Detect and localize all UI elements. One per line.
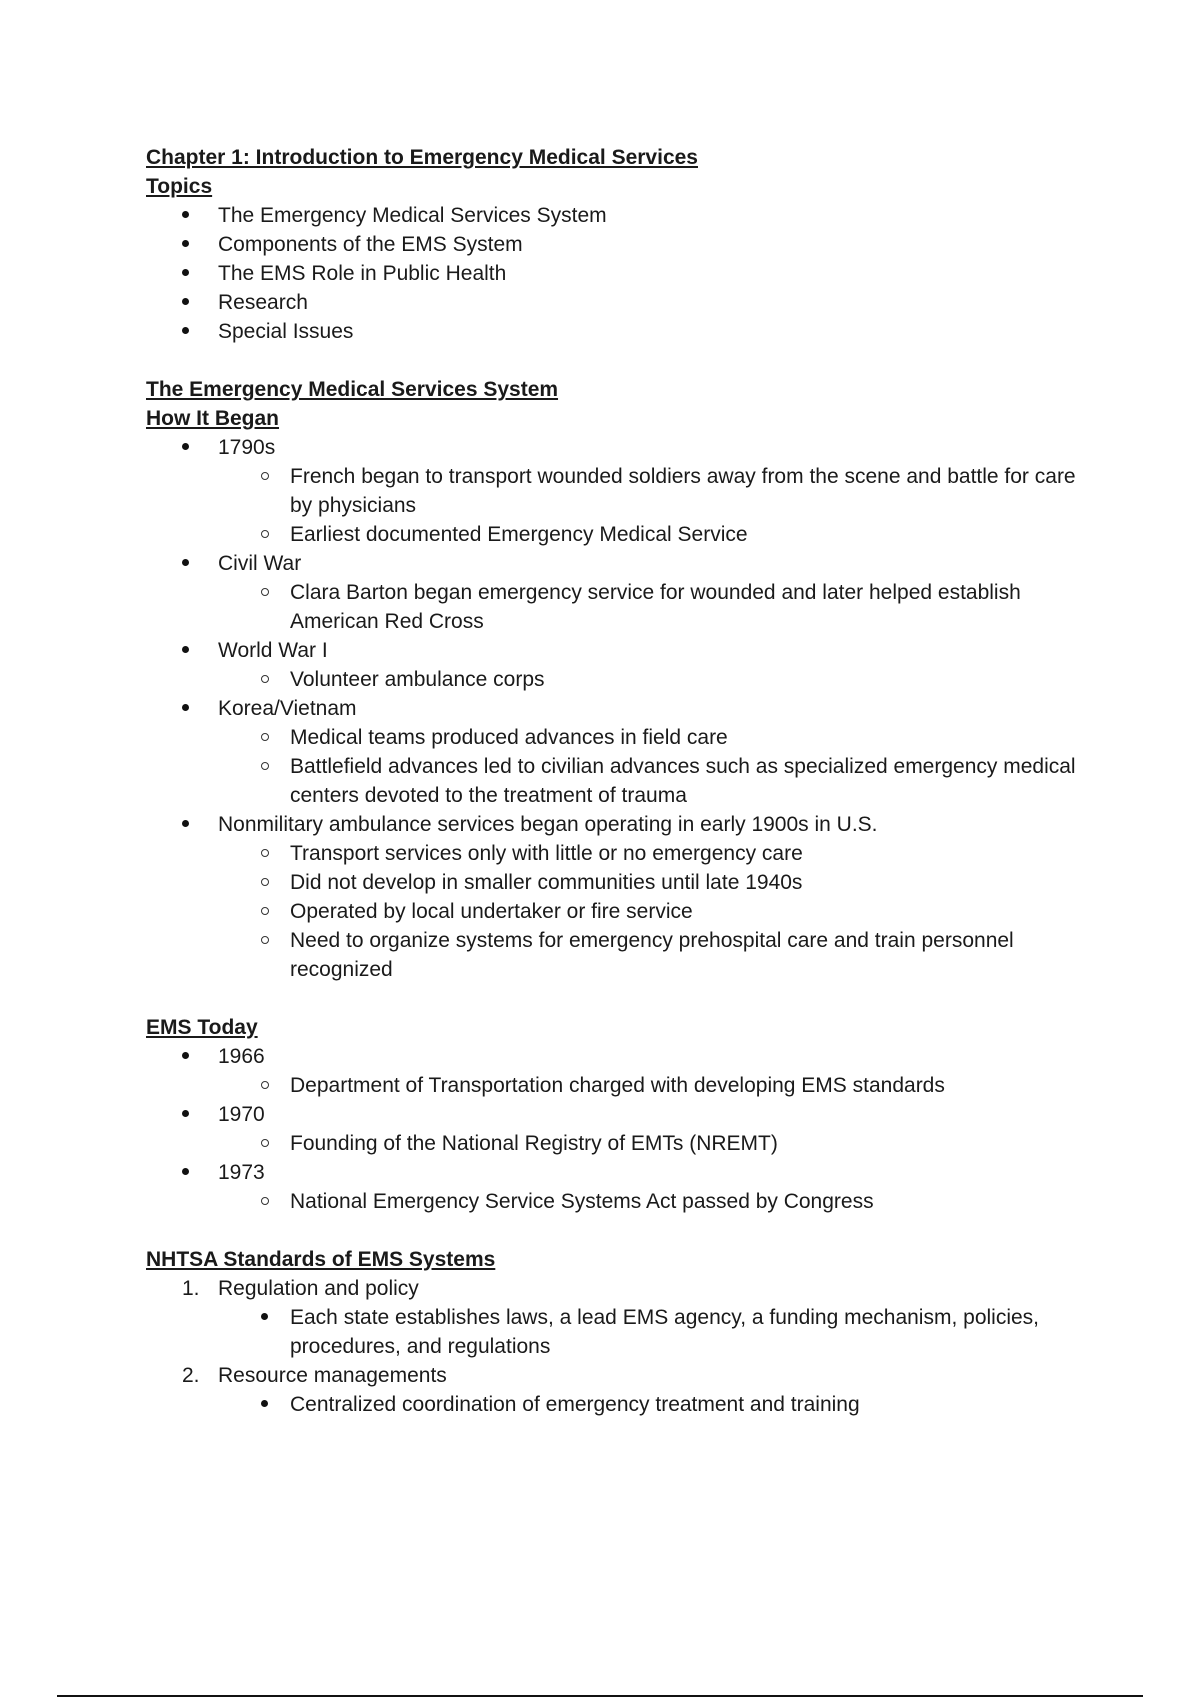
sub-list-item: Need to organize systems for emergency prehospital care and train personnel recognized [218, 926, 1086, 984]
circle-bullet-icon [261, 665, 269, 694]
list-item: Korea/Vietnam Medical teams produced advances in field care Battlefield advances led to civilian advances such as specialized emergency medical centers devoted to the treatment of trauma [146, 694, 1086, 810]
bullet-icon [261, 1390, 268, 1419]
bullet-icon [182, 288, 210, 317]
sub-list-item: Operated by local undertaker or fire service [218, 897, 1086, 926]
bullet-icon [182, 636, 210, 665]
list-item: 1970 Founding of the National Registry of EMTs (NREMT) [146, 1100, 1086, 1158]
section-heading-ems-system: The Emergency Medical Services System [146, 378, 559, 401]
circle-bullet-icon [261, 1071, 269, 1100]
circle-bullet-icon [261, 462, 269, 491]
section-heading-nhtsa: NHTSA Standards of EMS Systems [146, 1248, 496, 1271]
circle-bullet-icon [261, 578, 269, 607]
sub-list-item: Transport services only with little or no emergency care [218, 839, 1086, 868]
bullet-icon [182, 549, 210, 578]
sub-list-item: Battlefield advances led to civilian advances such as specialized emergency medical centers devoted to the treatment of trauma [218, 752, 1086, 810]
circle-bullet-icon [261, 868, 269, 897]
circle-bullet-icon [261, 723, 269, 752]
list-item: Research [146, 288, 1086, 317]
bullet-icon [261, 1303, 268, 1332]
bullet-icon [182, 810, 210, 839]
topics-list [146, 201, 1086, 346]
list-item: The EMS Role in Public Health [146, 259, 1086, 288]
nhtsa-list [146, 1274, 1086, 1419]
circle-bullet-icon [261, 839, 269, 868]
sub-list-item: Clara Barton began emergency service for wounded and later helped establish American Red Cross [218, 578, 1086, 636]
sub-list-item: Department of Transportation charged with developing EMS standards [218, 1071, 1086, 1100]
section-heading-ems-today: EMS Today [146, 1016, 258, 1039]
bullet-icon [182, 1100, 210, 1129]
circle-bullet-icon [261, 1187, 269, 1216]
sub-list-item: Medical teams produced advances in field care [218, 723, 1086, 752]
circle-bullet-icon [261, 897, 269, 926]
footer-divider [57, 1695, 1143, 1697]
bullet-icon [182, 259, 210, 288]
bullet-icon [182, 317, 210, 346]
list-item: The Emergency Medical Services System [146, 201, 1086, 230]
list-item: Special Issues [146, 317, 1086, 346]
page-title: Chapter 1: Introduction to Emergency Medical Services [146, 146, 698, 169]
document-body [146, 143, 1086, 1419]
list-number: 2. [182, 1364, 200, 1387]
list-item: World War I Volunteer ambulance corps [146, 636, 1086, 694]
list-item: Civil War Clara Barton began emergency service for wounded and later helped establish American Red Cross [146, 549, 1086, 636]
sub-list-item: Each state establishes laws, a lead EMS agency, a funding mechanism, policies, procedures, and regulations [218, 1303, 1086, 1361]
sub-list-item: Earliest documented Emergency Medical Service [218, 520, 1086, 549]
sub-list-item: French began to transport wounded soldiers away from the scene and battle for care by physicians [218, 462, 1086, 520]
history-list [146, 433, 1086, 984]
circle-bullet-icon [261, 520, 269, 549]
list-item: 1790s French began to transport wounded soldiers away from the scene and battle for care by physicians Earliest documented Emergency Medical Service [146, 433, 1086, 549]
list-item: 1966 Department of Transportation charged with developing EMS standards [146, 1042, 1086, 1100]
bullet-icon [182, 1158, 210, 1187]
list-number: 1. [182, 1277, 200, 1300]
sub-list-item: Volunteer ambulance corps [218, 665, 1086, 694]
ems-today-list [146, 1042, 1086, 1216]
bullet-icon [182, 201, 210, 230]
circle-bullet-icon [261, 1129, 269, 1158]
sub-list-item: Founding of the National Registry of EMTs (NREMT) [218, 1129, 1086, 1158]
list-item: Components of the EMS System [146, 230, 1086, 259]
numbered-list-item: 1. Regulation and policy Each state establishes laws, a lead EMS agency, a funding mechanism, policies, procedures, and regulations [146, 1274, 1086, 1361]
sub-list-item: Centralized coordination of emergency treatment and training [218, 1390, 1086, 1419]
bullet-icon [182, 1042, 210, 1071]
sub-list-item: National Emergency Service Systems Act passed by Congress [218, 1187, 1086, 1216]
numbered-list-item: 2. Resource managements Centralized coordination of emergency treatment and training [146, 1361, 1086, 1419]
sub-list-item: Did not develop in smaller communities until late 1940s [218, 868, 1086, 897]
bullet-icon [182, 694, 210, 723]
bullet-icon [182, 433, 210, 462]
list-item: Nonmilitary ambulance services began operating in early 1900s in U.S. Transport services only with little or no emergency care Did not develop in smaller communities until late 1940s Operated by local undertaker or fire service Need to organize systems for emergency prehospital care and train personnel recognized [146, 810, 1086, 984]
topics-heading: Topics [146, 175, 213, 198]
list-item: 1973 National Emergency Service Systems Act passed by Congress [146, 1158, 1086, 1216]
subheading-how-it-began: How It Began [146, 407, 280, 430]
bullet-icon [182, 230, 210, 259]
circle-bullet-icon [261, 752, 269, 781]
circle-bullet-icon [261, 926, 269, 955]
